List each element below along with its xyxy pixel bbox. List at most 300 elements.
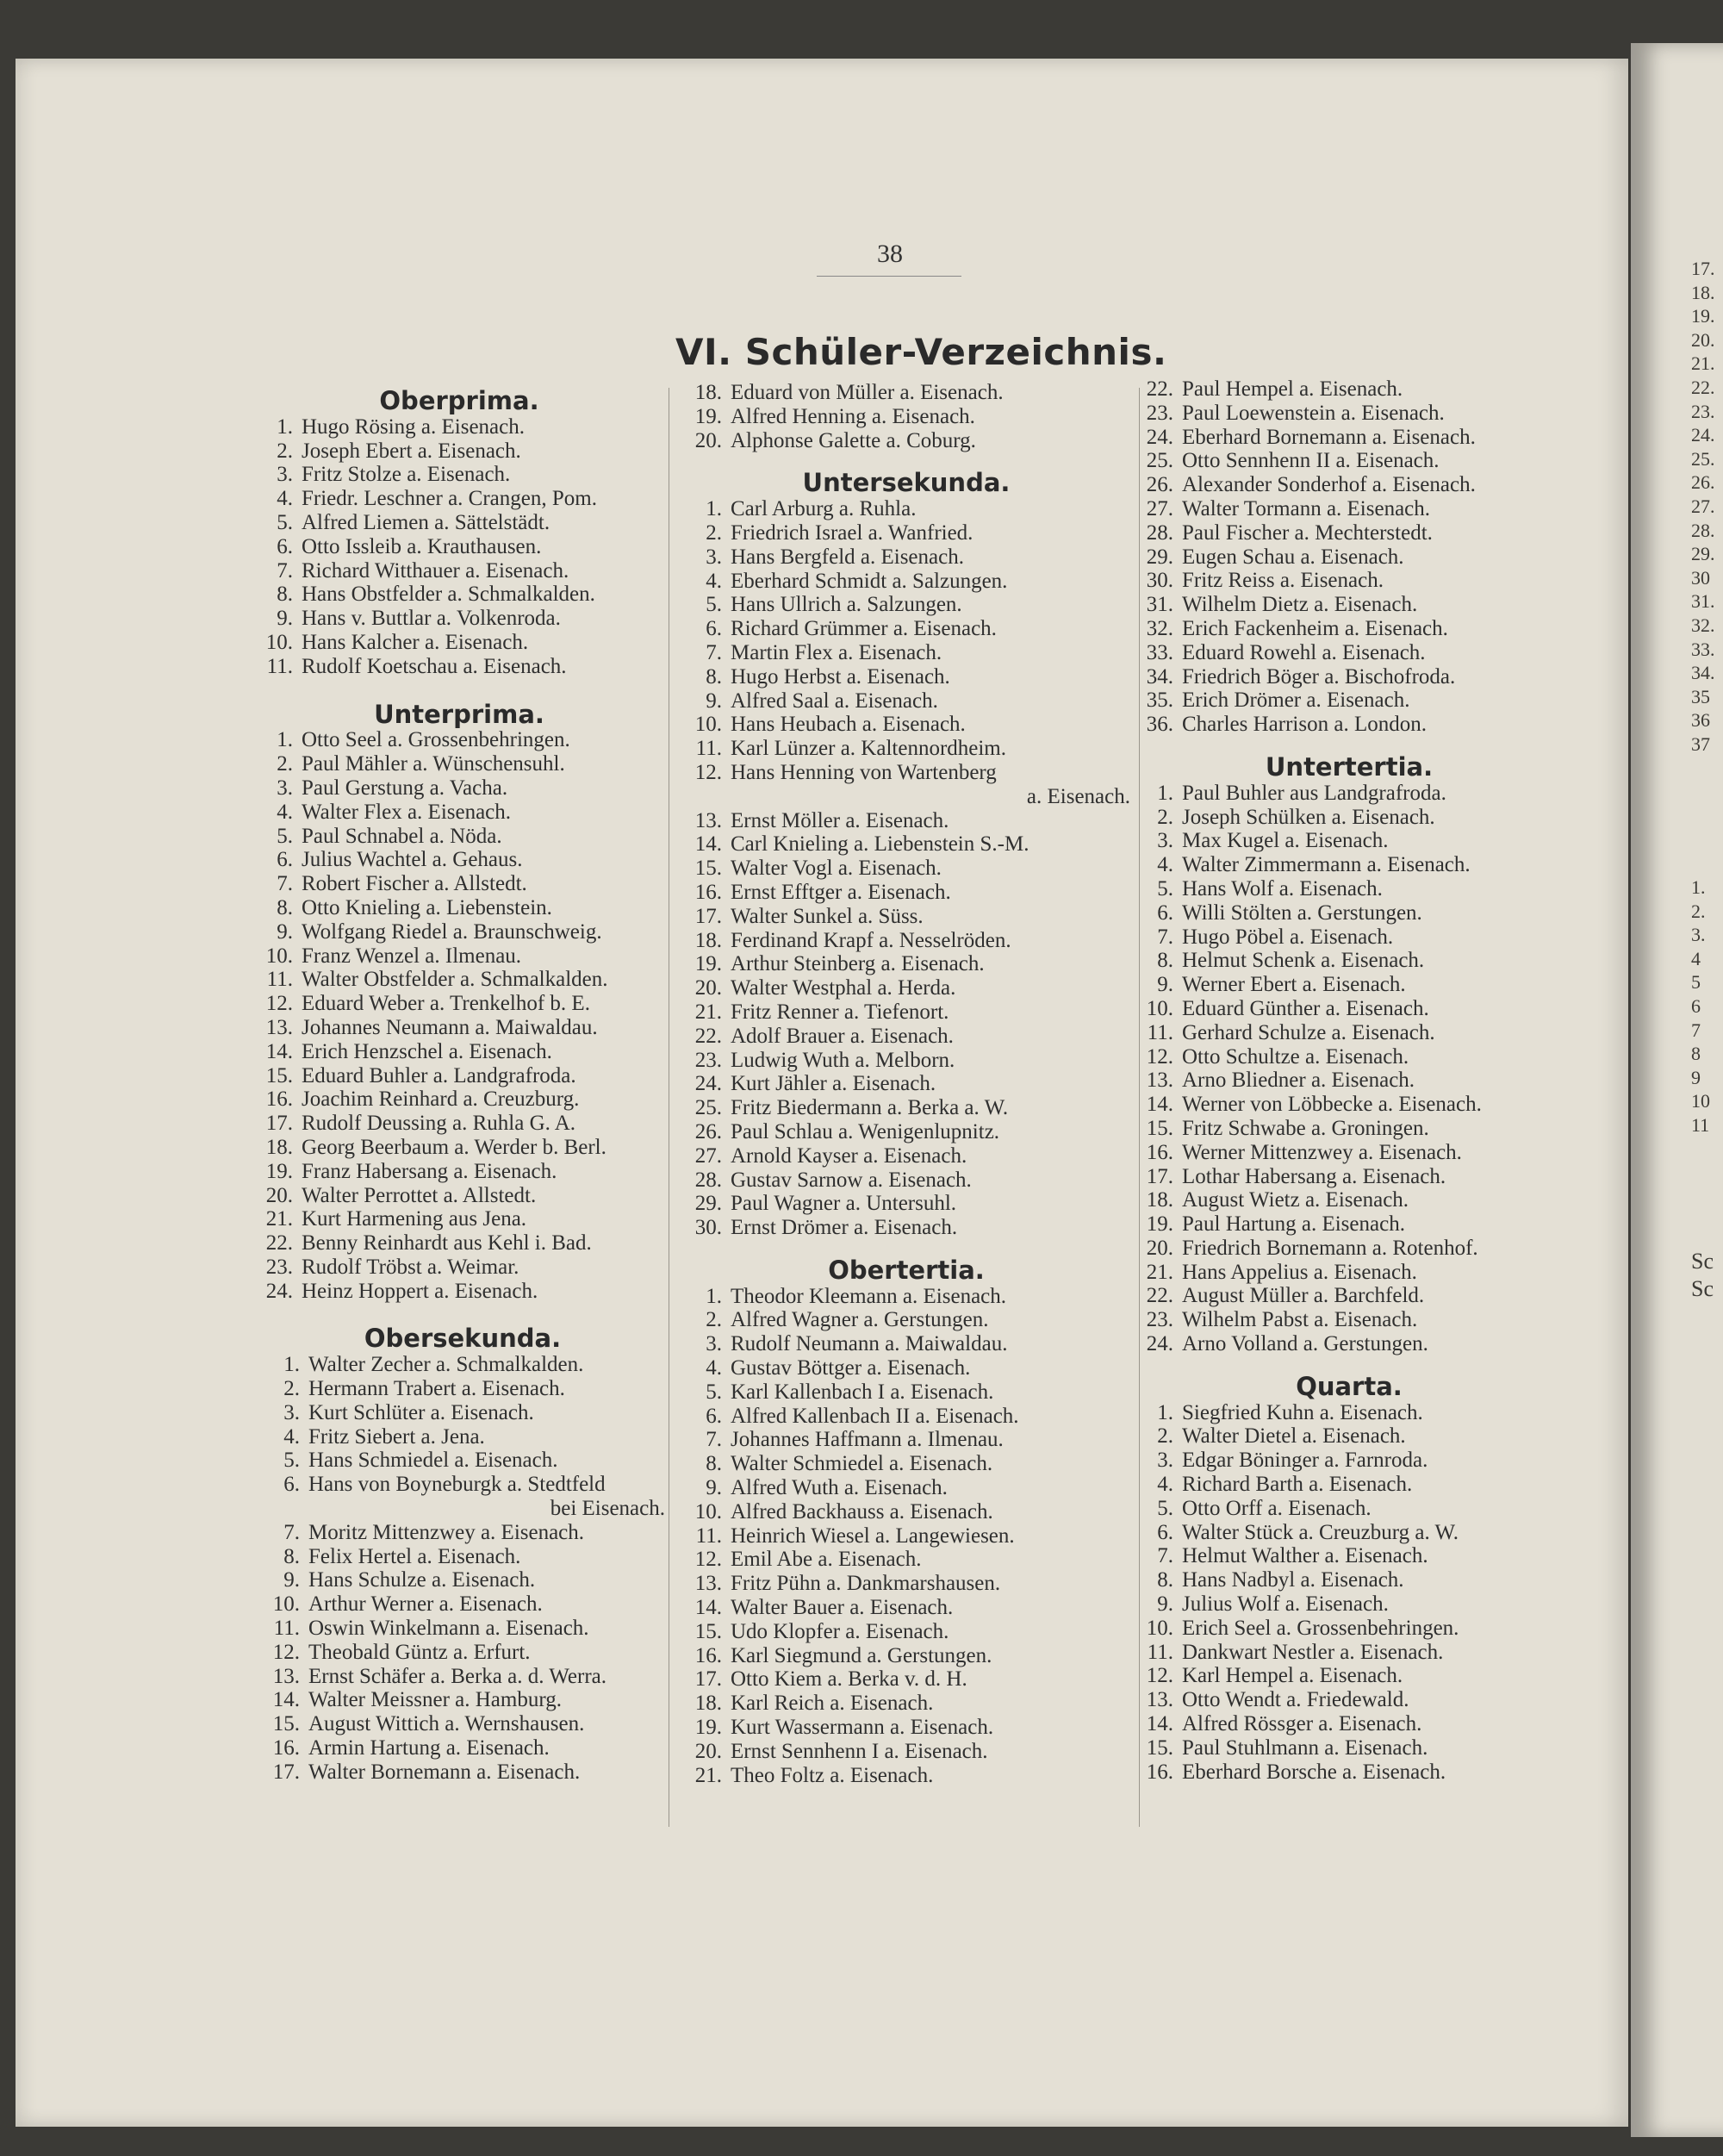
student-entry — [253, 920, 665, 944]
student-name-origin: Walter Bauer a. Eisenach. — [731, 1596, 954, 1620]
entry-number: 18. — [694, 1692, 722, 1716]
student-entry — [682, 665, 1130, 689]
student-entry — [682, 881, 1130, 905]
entry-number: 6. — [277, 848, 293, 872]
entry-number: 11. — [695, 1524, 722, 1548]
student-name-origin: Arno Volland a. Gerstungen. — [1182, 1332, 1428, 1356]
entry-number: 5. — [277, 824, 293, 848]
entry-number: 15. — [265, 1063, 293, 1087]
entry-number: 19. — [694, 404, 722, 428]
entry-number: 4. — [706, 569, 722, 593]
student-entry — [1134, 1736, 1564, 1760]
entry-number: 9. — [283, 1568, 300, 1592]
student-name-origin: Adolf Brauer a. Eisenach. — [731, 1024, 954, 1048]
student-entry — [682, 1144, 1130, 1168]
next-page-fragment: 34. — [1691, 662, 1715, 684]
student-name-origin: Theo Foltz a. Eisenach. — [731, 1763, 934, 1787]
entry-number: 13. — [1146, 1069, 1173, 1093]
entry-number: 28. — [694, 1168, 722, 1192]
student-name-origin: Martin Flex a. Eisenach. — [731, 640, 942, 664]
student-entry — [253, 1184, 665, 1208]
student-name-origin: Hans Obstfelder a. Schmalkalden. — [302, 583, 595, 607]
section-obersekunda — [260, 1324, 665, 1784]
entry-number: 11. — [695, 737, 722, 761]
student-entry — [253, 1016, 665, 1040]
student-entry — [1134, 569, 1564, 593]
student-name-origin: Eberhard Borsche a. Eisenach. — [1182, 1760, 1446, 1784]
entry-continuation: a. Eisenach. — [1026, 784, 1130, 808]
column-3 — [1134, 377, 1564, 1784]
student-name-origin: Ernst Efftger a. Eisenach. — [731, 880, 951, 904]
student-name-origin: Hans Henning von Wartenberg — [731, 760, 997, 784]
next-page-fragment: 6 — [1691, 994, 1701, 1017]
entry-number: 1. — [1157, 781, 1173, 805]
student-name-origin: Hans Heubach a. Eisenach. — [731, 713, 966, 737]
student-entry — [682, 1096, 1130, 1120]
student-name-origin: Ferdinand Krapf a. Nesselröden. — [731, 928, 1011, 952]
next-page-fragment: 31. — [1691, 590, 1715, 613]
student-entry — [682, 1716, 1130, 1740]
student-name-origin: Hans Schulze a. Eisenach. — [308, 1568, 536, 1592]
student-entry — [1134, 829, 1564, 853]
student-entry — [1134, 402, 1564, 426]
entry-number: 6. — [1157, 900, 1173, 925]
entry-number: 1. — [277, 728, 293, 752]
student-name-origin: Fritz Renner a. Tiefenort. — [731, 1000, 949, 1024]
entry-number: 1. — [277, 414, 293, 439]
student-entry — [253, 559, 665, 583]
next-page-fragment: 11 — [1691, 1113, 1710, 1136]
student-name-origin: Hans Wolf a. Eisenach. — [1182, 876, 1383, 900]
student-name-origin: Erich Drömer a. Eisenach. — [1182, 689, 1410, 713]
student-name-origin: Otto Wendt a. Friedewald. — [1182, 1688, 1409, 1712]
student-name-origin: Johannes Neumann a. Maiwaldau. — [302, 1015, 598, 1039]
student-entry — [682, 1428, 1130, 1452]
student-name-origin: Carl Knieling a. Liebenstein S.-M. — [731, 832, 1029, 857]
page-title: VI. Schüler-Verzeichnis. — [675, 331, 1167, 373]
student-entry — [682, 713, 1130, 737]
student-name-origin: Hans Bergfeld a. Eisenach. — [731, 545, 964, 569]
entry-number: 17. — [265, 1112, 293, 1136]
next-page-fragment: 9 — [1691, 1066, 1701, 1088]
student-name-origin: Paul Fischer a. Mechterstedt. — [1182, 520, 1433, 545]
student-name-origin: Paul Stuhlmann a. Eisenach. — [1182, 1735, 1428, 1760]
next-page-fragment: 19. — [1691, 305, 1715, 327]
entry-number: 7. — [277, 558, 293, 583]
entry-number: 12. — [272, 1640, 300, 1664]
entry-number: 22. — [694, 1024, 722, 1048]
student-entry — [1134, 1521, 1564, 1545]
entry-number: 9. — [1157, 973, 1173, 997]
entry-number: 11. — [1147, 1020, 1173, 1044]
next-page-fragment: Sc — [1691, 1249, 1714, 1274]
student-entry — [1134, 713, 1564, 737]
student-name-origin: Theodor Kleemann a. Eisenach. — [731, 1284, 1007, 1308]
entry-number: 9. — [277, 919, 293, 944]
student-name-origin: Rudolf Tröbst a. Weimar. — [302, 1255, 519, 1279]
entry-number: 16. — [694, 1643, 722, 1667]
section-obertertia — [682, 1255, 1130, 1788]
entry-number: 6. — [706, 1404, 722, 1428]
student-entry — [682, 1500, 1130, 1524]
student-entry — [253, 728, 665, 752]
student-entry — [260, 1521, 665, 1545]
student-name-origin: Hans Ullrich a. Salzungen. — [731, 593, 962, 617]
student-name-origin: Friedrich Bornemann a. Rotenhof. — [1182, 1236, 1478, 1260]
entry-number: 1. — [283, 1353, 300, 1377]
entry-number: 34. — [1146, 664, 1173, 689]
student-name-origin: Alfred Saal a. Eisenach. — [731, 689, 938, 713]
student-entry — [682, 832, 1130, 857]
student-name-origin: Walter Perrottet a. Allstedt. — [302, 1183, 537, 1207]
student-entry — [253, 896, 665, 920]
entry-number: 6. — [706, 617, 722, 641]
entry-number: 5. — [277, 510, 293, 534]
student-entry — [1134, 1592, 1564, 1617]
student-name-origin: Wolfgang Riedel a. Braunschweig. — [302, 919, 602, 944]
entry-number: 31. — [1146, 593, 1173, 617]
student-entry — [253, 511, 665, 535]
student-entry — [1134, 1332, 1564, 1356]
student-entry — [260, 1377, 665, 1401]
student-entry — [1134, 665, 1564, 689]
next-page-fragment: 36 — [1691, 709, 1710, 732]
student-entry — [1134, 1712, 1564, 1736]
entry-number: 36. — [1146, 713, 1173, 737]
next-page-edge — [1631, 43, 1723, 2137]
student-entry — [682, 1764, 1130, 1788]
student-entry — [260, 1665, 665, 1689]
student-name-origin: Otto Knieling a. Liebenstein. — [302, 895, 552, 919]
student-entry — [682, 1620, 1130, 1644]
entry-number: 9. — [1157, 1592, 1173, 1617]
entry-number: 21. — [265, 1207, 293, 1231]
student-entry — [1134, 1568, 1564, 1592]
student-name-origin: Eduard Weber a. Trenkelhof b. E. — [302, 992, 590, 1016]
student-name-origin: Karl Lünzer a. Kaltennordheim. — [731, 737, 1007, 761]
student-entry — [253, 463, 665, 487]
entry-number: 1. — [1157, 1400, 1173, 1424]
entry-number: 4. — [283, 1424, 300, 1449]
student-name-origin: Dankwart Nestler a. Eisenach. — [1182, 1640, 1444, 1664]
entry-number: 14. — [1146, 1093, 1173, 1117]
next-page-fragment: 1. — [1691, 876, 1706, 898]
student-name-origin: Heinrich Wiesel a. Langewiesen. — [731, 1524, 1015, 1548]
section-quarta — [1134, 1371, 1564, 1785]
student-entry — [260, 1353, 665, 1377]
student-name-origin: Werner Ebert a. Eisenach. — [1182, 973, 1406, 997]
student-name-origin: Hermann Trabert a. Eisenach. — [308, 1377, 565, 1401]
student-name-origin: Paul Gerstung a. Vacha. — [302, 776, 508, 800]
student-name-origin: Walter Zecher a. Schmalkalden. — [308, 1353, 584, 1377]
entry-number: 9. — [706, 1476, 722, 1500]
entry-number: 11. — [266, 654, 293, 678]
student-name-origin: Karl Reich a. Eisenach. — [731, 1692, 934, 1716]
student-entry — [260, 1617, 665, 1641]
student-entry — [1134, 853, 1564, 877]
student-name-origin: Ernst Drömer a. Eisenach. — [731, 1216, 958, 1240]
student-name-origin: Otto Kiem a. Berka v. d. H. — [731, 1667, 967, 1692]
student-name-origin: Hans Nadbyl a. Eisenach. — [1182, 1568, 1404, 1592]
entry-number: 12. — [694, 1548, 722, 1572]
student-entry — [260, 1401, 665, 1425]
entry-number: 4. — [706, 1356, 722, 1380]
student-name-origin: Alfred Kallenbach II a. Eisenach. — [731, 1404, 1019, 1428]
column-1 — [243, 386, 665, 1785]
entry-number: 5. — [1157, 1496, 1173, 1520]
student-entry — [1134, 1212, 1564, 1237]
student-entry — [260, 1425, 665, 1449]
entry-number: 3. — [706, 545, 722, 569]
student-name-origin: August Wietz a. Eisenach. — [1182, 1188, 1409, 1212]
student-name-origin: Hugo Herbst a. Eisenach. — [731, 664, 950, 689]
student-entry — [682, 1072, 1130, 1096]
entry-number: 19. — [1146, 1212, 1173, 1237]
next-page-fragment: 24. — [1691, 424, 1715, 446]
section-untertertia — [1134, 751, 1564, 1356]
student-name-origin: Gerhard Schulze a. Eisenach. — [1182, 1020, 1435, 1044]
section-heading: Quarta. — [1296, 1371, 1403, 1401]
student-name-origin: Kurt Harmening aus Jena. — [302, 1207, 527, 1231]
student-entry — [1134, 545, 1564, 570]
student-name-origin: Eduard von Müller a. Eisenach. — [731, 381, 1004, 404]
entry-number: 13. — [1146, 1688, 1173, 1712]
student-entry — [253, 631, 665, 655]
student-entry — [682, 1740, 1130, 1764]
entry-number: 3. — [1157, 829, 1173, 853]
student-name-origin: Karl Siegmund a. Gerstungen. — [731, 1643, 992, 1667]
entry-number: 1. — [706, 497, 722, 521]
entry-number: 8. — [706, 1452, 722, 1476]
student-name-origin: Ernst Möller a. Eisenach. — [731, 808, 949, 832]
student-entry — [1134, 1188, 1564, 1212]
section-heading: Obersekunda. — [364, 1324, 562, 1354]
entry-number: 12. — [1146, 1664, 1173, 1688]
student-name-origin: Richard Witthauer a. Eisenach. — [302, 558, 569, 583]
student-entry — [253, 752, 665, 776]
entry-number: 6. — [1157, 1520, 1173, 1544]
next-page-fragment: 35 — [1691, 685, 1710, 707]
entry-number: 25. — [694, 1096, 722, 1120]
entry-number: 6. — [277, 534, 293, 558]
student-name-origin: Alfred Henning a. Eisenach. — [731, 404, 975, 428]
entry-number: 23. — [1146, 1308, 1173, 1332]
entry-number: 19. — [694, 952, 722, 976]
entry-number: 17. — [272, 1760, 300, 1784]
student-name-origin: Otto Sennhenn II a. Eisenach. — [1182, 449, 1440, 473]
student-name-origin: Fritz Stolze a. Eisenach. — [302, 463, 511, 487]
student-entry — [682, 545, 1130, 570]
student-entry — [260, 1760, 665, 1785]
student-entry — [682, 1405, 1130, 1429]
student-entry — [682, 737, 1130, 761]
student-entry — [260, 1568, 665, 1592]
student-name-origin: Walter Vogl a. Eisenach. — [731, 857, 942, 881]
next-page-fragment: 7 — [1691, 1019, 1701, 1041]
student-entry — [1134, 1664, 1564, 1688]
entry-number: 10. — [1146, 996, 1173, 1020]
next-page-fragment: 3. — [1691, 924, 1706, 946]
next-page-fragment: 27. — [1691, 495, 1715, 517]
entry-number: 22. — [265, 1231, 293, 1256]
next-page-fragment: 10 — [1691, 1090, 1710, 1112]
student-entry — [682, 1000, 1130, 1025]
entry-number: 35. — [1146, 689, 1173, 713]
entry-number: 3. — [277, 463, 293, 487]
student-entry — [1134, 782, 1564, 806]
student-name-origin: Walter Flex a. Eisenach. — [302, 800, 512, 824]
student-entry — [682, 381, 1130, 405]
entry-number: 21. — [694, 1763, 722, 1787]
student-entry — [682, 497, 1130, 521]
student-name-origin: Paul Mähler a. Wünschensuhl. — [302, 752, 565, 776]
next-page-fragment: 32. — [1691, 614, 1715, 636]
entry-number: 26. — [694, 1119, 722, 1143]
entry-number: 22. — [1146, 1284, 1173, 1308]
student-entry — [253, 1136, 665, 1160]
student-entry — [260, 1545, 665, 1569]
entry-number: 12. — [694, 760, 722, 784]
entry-number: 28. — [1146, 520, 1173, 545]
student-name-origin: Fritz Schwabe a. Groningen. — [1182, 1116, 1429, 1140]
student-entry — [682, 1692, 1130, 1716]
entry-number: 18. — [694, 381, 722, 404]
entry-number: 9. — [706, 689, 722, 713]
student-entry — [682, 521, 1130, 545]
entry-number: 17. — [1146, 1164, 1173, 1188]
student-entry — [260, 1449, 665, 1473]
student-entry — [1134, 641, 1564, 665]
page-number: 38 — [877, 240, 903, 268]
entry-number: 7. — [283, 1520, 300, 1544]
student-entry — [682, 1644, 1130, 1668]
student-entry — [682, 1049, 1130, 1073]
student-name-origin: Kurt Wassermann a. Eisenach. — [731, 1716, 994, 1740]
student-name-origin: Franz Wenzel a. Ilmenau. — [302, 944, 522, 968]
student-name-origin: Helmut Walther a. Eisenach. — [1182, 1544, 1428, 1568]
student-name-origin: Georg Beerbaum a. Werder b. Berl. — [302, 1135, 606, 1159]
student-entry — [682, 641, 1130, 665]
student-name-origin: Hans v. Buttlar a. Volkenroda. — [302, 607, 561, 631]
student-entry — [253, 535, 665, 559]
student-name-origin: Paul Wagner a. Untersuhl. — [731, 1192, 957, 1216]
next-page-fragment: 5 — [1691, 971, 1701, 994]
student-name-origin: Ernst Sennhenn I a. Eisenach. — [731, 1739, 988, 1763]
student-entry — [1134, 925, 1564, 950]
student-name-origin: Wilhelm Pabst a. Eisenach. — [1182, 1308, 1418, 1332]
entry-number: 24. — [1146, 425, 1173, 449]
student-entry — [253, 992, 665, 1016]
student-name-origin: Max Kugel a. Eisenach. — [1182, 829, 1389, 853]
entry-number: 13. — [694, 1572, 722, 1596]
student-entry — [1134, 901, 1564, 925]
entry-number: 5. — [706, 593, 722, 617]
student-name-origin: Eduard Rowehl a. Eisenach. — [1182, 640, 1426, 664]
student-name-origin: Alfred Wagner a. Gerstungen. — [731, 1308, 989, 1332]
student-name-origin: Hans Kalcher a. Eisenach. — [302, 630, 529, 654]
student-entry — [1134, 1688, 1564, 1712]
student-entry — [253, 801, 665, 825]
student-entry — [682, 1216, 1130, 1240]
student-name-origin: Richard Barth a. Eisenach. — [1182, 1473, 1413, 1497]
section-heading: Untersekunda. — [802, 468, 1011, 498]
student-entry — [1134, 1141, 1564, 1165]
entry-number: 18. — [694, 928, 722, 952]
section-heading: Oberprima. — [379, 386, 539, 415]
student-name-origin: Alfred Liemen a. Sättelstädt. — [302, 510, 550, 534]
entry-number: 13. — [272, 1664, 300, 1688]
entry-number: 10. — [694, 713, 722, 737]
student-entry — [682, 1452, 1130, 1476]
student-entry — [260, 1592, 665, 1617]
student-entry — [682, 952, 1130, 976]
next-page-numbers-top — [1691, 257, 1715, 756]
student-name-origin: Heinz Hoppert a. Eisenach. — [302, 1279, 538, 1303]
student-entry — [682, 570, 1130, 594]
entry-number: 33. — [1146, 640, 1173, 664]
student-entry — [682, 905, 1130, 929]
entry-number: 12. — [1146, 1044, 1173, 1069]
entry-number: 2. — [277, 439, 293, 463]
student-entry — [253, 968, 665, 992]
student-entry — [1134, 1497, 1564, 1521]
student-name-origin: Lothar Habersang a. Eisenach. — [1182, 1164, 1446, 1188]
student-entry — [682, 1667, 1130, 1692]
student-entry — [1134, 877, 1564, 901]
next-page-fragment: 17. — [1691, 258, 1715, 279]
entry-number: 5. — [1157, 876, 1173, 900]
student-name-origin: Benny Reinhardt aus Kehl i. Bad. — [302, 1231, 592, 1256]
student-name-origin: Udo Klopfer a. Eisenach. — [731, 1619, 949, 1643]
section-heading: Obertertia. — [828, 1255, 985, 1285]
student-entry — [1134, 521, 1564, 545]
student-entry — [253, 944, 665, 969]
student-name-origin: Emil Abe a. Eisenach. — [731, 1548, 922, 1572]
entry-number: 30. — [1146, 569, 1173, 593]
entry-number: 17. — [694, 1667, 722, 1692]
entry-number: 7. — [1157, 925, 1173, 949]
student-entry — [1134, 1261, 1564, 1285]
student-name-origin: Franz Habersang a. Eisenach. — [302, 1159, 557, 1183]
student-entry — [253, 1160, 665, 1184]
student-entry — [682, 1548, 1130, 1572]
student-entry — [260, 1688, 665, 1712]
student-entry — [682, 1596, 1130, 1620]
section-unterprima — [253, 699, 665, 1304]
student-entry — [1134, 377, 1564, 402]
student-entry — [1134, 617, 1564, 641]
student-name-origin: Otto Schultze a. Eisenach. — [1182, 1044, 1409, 1069]
student-name-origin: Paul Buhler aus Landgrafroda. — [1182, 781, 1446, 805]
student-entry — [253, 1064, 665, 1088]
student-name-origin: Joseph Ebert a. Eisenach. — [302, 439, 521, 463]
student-entry — [253, 1207, 665, 1231]
student-name-origin: Helmut Schenk a. Eisenach. — [1182, 949, 1425, 973]
entry-number: 2. — [1157, 1424, 1173, 1449]
student-entry — [682, 1524, 1130, 1548]
section-untersekunda — [682, 468, 1130, 1240]
entry-number: 29. — [694, 1192, 722, 1216]
student-entry — [1134, 426, 1564, 450]
entry-number: 6. — [283, 1473, 300, 1497]
entry-number: 8. — [277, 583, 293, 607]
entry-number: 3. — [283, 1400, 300, 1424]
student-name-origin: Paul Hartung a. Eisenach. — [1182, 1212, 1405, 1237]
student-name-origin: Siegfried Kuhn a. Eisenach. — [1182, 1400, 1423, 1424]
student-name-origin: Eduard Günther a. Eisenach. — [1182, 996, 1429, 1020]
student-entry — [260, 1736, 665, 1760]
entry-number: 15. — [1146, 1735, 1173, 1760]
